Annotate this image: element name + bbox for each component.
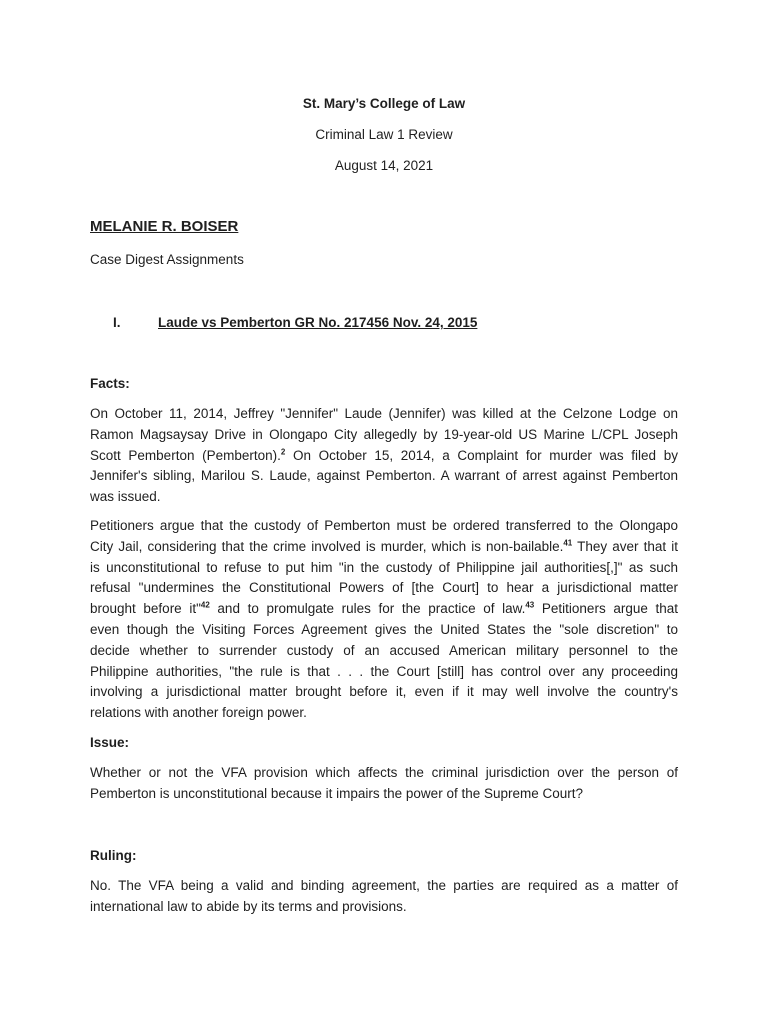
text-line: was issued. bbox=[90, 489, 161, 505]
case-number: I. bbox=[113, 315, 121, 330]
text-line: is unconstitutional to refuse to put him "in the custody of Philippine jail authorities[,]" as such bbox=[90, 559, 678, 575]
text-line: international law to abide by its terms and provisions. bbox=[90, 898, 407, 914]
footnote-ref: 41 bbox=[563, 538, 573, 548]
text-line bbox=[90, 446, 678, 467]
text-fragment: On October 15, 2014, a Complaint for murder was filed by bbox=[293, 447, 678, 463]
footnote-ref: 42 bbox=[200, 600, 210, 610]
course-name: Criminal Law 1 Review bbox=[315, 127, 453, 142]
author-name: MELANIE R. BOISER bbox=[90, 218, 239, 235]
text-fragment: They aver that it bbox=[577, 538, 678, 554]
text-line: involving a jurisdictional matter brought before it, even if it may well involve the country's bbox=[90, 684, 678, 700]
text-line: even though the Visiting Forces Agreement gives the United States the "sole discretion" to bbox=[90, 621, 678, 637]
text-line bbox=[90, 599, 678, 620]
ruling-paragraph bbox=[90, 876, 678, 918]
text-line: On October 11, 2014, Jeffrey "Jennifer" Laude (Jennifer) was killed at the Celzone Lodge on bbox=[90, 406, 678, 421]
text-line bbox=[90, 537, 678, 558]
text-line: Jennifer's sibling, Marilou S. Laude, against Pemberton. A warrant of arrest against Pemberton bbox=[90, 468, 678, 484]
facts-heading: Facts: bbox=[90, 376, 130, 391]
text-line: relations with another foreign power. bbox=[90, 705, 307, 721]
text-fragment: brought before it" bbox=[90, 601, 201, 617]
case-title: Laude vs Pemberton GR No. 217456 Nov. 24, 2015 bbox=[158, 315, 478, 330]
text-line: Philippine authorities, "the rule is that . . . the Court [still] has control over any proceeding bbox=[90, 663, 678, 679]
text-line: Whether or not the VFA provision which affects the criminal jurisdiction over the person of bbox=[90, 765, 678, 780]
text-line: decide whether to surrender custody of an accused American military personnel to the bbox=[90, 642, 678, 658]
facts-paragraph-2 bbox=[90, 516, 678, 724]
issue-paragraph bbox=[90, 763, 678, 805]
text-line: Ramon Magsaysay Drive in Olongapo City allegedly by 19-year-old US Marine L/CPL Joseph bbox=[90, 426, 678, 442]
text-line: No. The VFA being a valid and binding agreement, the parties are required as a matter of bbox=[90, 878, 678, 893]
text-fragment: Petitioners argue that bbox=[541, 601, 678, 617]
document-date: August 14, 2021 bbox=[334, 158, 434, 173]
text-fragment: Scott Pemberton (Pemberton). bbox=[90, 447, 281, 463]
text-line: refusal "undermines the Constitutional Powers of [the Court] to hear a jurisdictional matter bbox=[90, 580, 678, 596]
text-line: Pemberton is unconstitutional because it impairs the power of the Supreme Court? bbox=[90, 785, 584, 801]
text-line: Petitioners argue that the custody of Pemberton must be ordered transferred to the Olongapo bbox=[90, 518, 678, 533]
footnote-ref: 2 bbox=[280, 447, 286, 457]
document-subtitle: Case Digest Assignments bbox=[90, 252, 244, 267]
issue-heading: Issue: bbox=[90, 735, 130, 750]
ruling-heading: Ruling: bbox=[90, 848, 137, 863]
school-name: St. Mary’s College of Law bbox=[302, 96, 466, 111]
text-fragment: City Jail, considering that the crime involved is murder, which is non-bailable. bbox=[90, 538, 564, 554]
text-fragment: and to promulgate rules for the practice of law. bbox=[217, 601, 526, 617]
facts-paragraph-1 bbox=[90, 404, 678, 508]
footnote-ref: 43 bbox=[525, 600, 535, 610]
